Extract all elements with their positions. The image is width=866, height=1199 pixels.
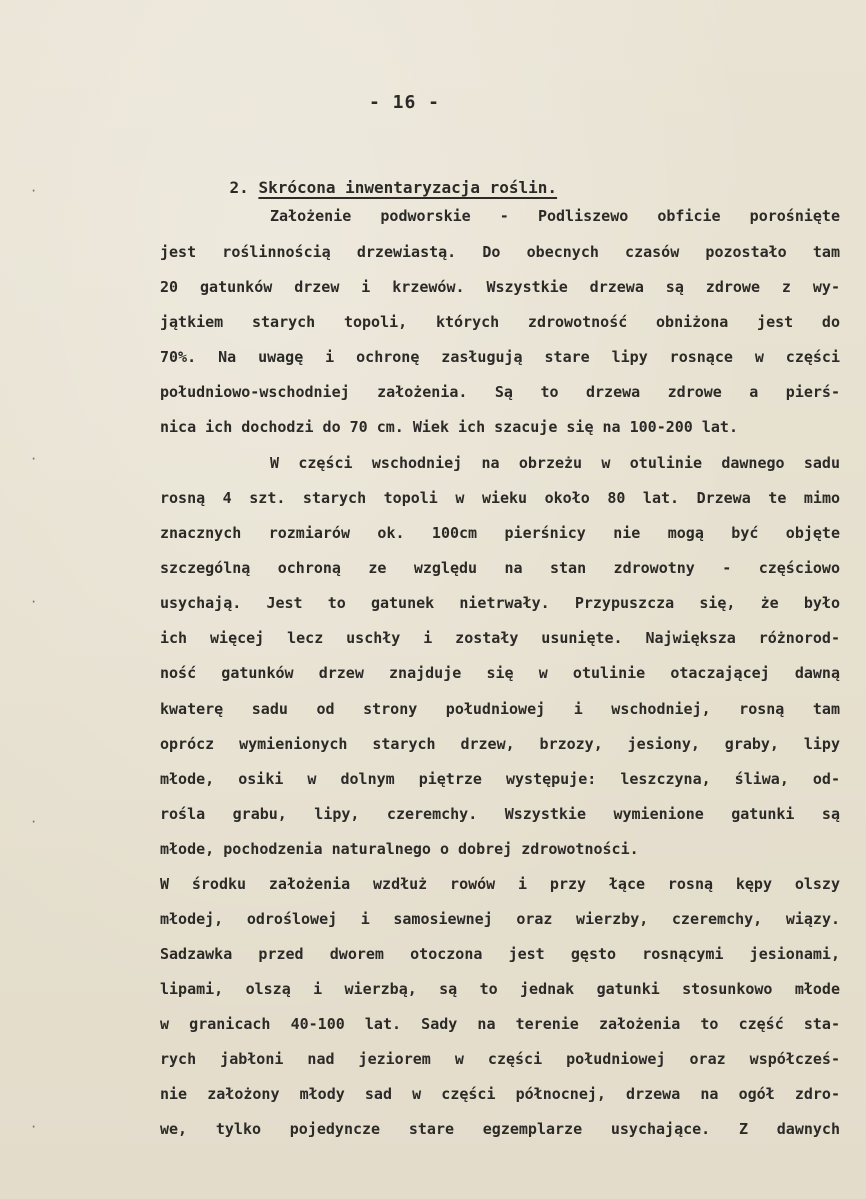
text-line: młode, pochodzenia naturalnego o dobrej zdrowotności. — [160, 840, 639, 858]
section-title: Skrócona inwentaryzacja roślin. — [258, 178, 558, 197]
paper-mark: · — [30, 184, 38, 198]
text-line: oprócz wymienionych starych drzew, brzozy, jesiony, graby, lipy — [160, 735, 840, 753]
text-line: W środku założenia wzdłuż rowów i przy łące rosną kępy olszy — [160, 875, 840, 893]
text-line: w granicach 40-100 lat. Sady na terenie założenia to część sta- — [160, 1015, 840, 1033]
text-line: znacznych rozmiarów ok. 100cm pierśnicy nie mogą być objęte — [160, 524, 840, 542]
text-line: rośla grabu, lipy, czeremchy. Wszystkie wymienione gatunki są — [160, 805, 840, 823]
text-line: ność gatunków drzew znajduje się w otulinie otaczającej dawną — [160, 664, 840, 682]
text-line: we, tylko pojedyncze stare egzemplarze usychające. Z dawnych — [160, 1120, 840, 1138]
text-line: południowo-wschodniej założenia. Są to drzewa zdrowe a pierś- — [160, 383, 840, 401]
text-line: lipami, olszą i wierzbą, są to jednak gatunki stosunkowo młode — [160, 980, 840, 998]
page-number: - 16 - — [369, 92, 441, 113]
text-line: W części wschodniej na obrzeżu w otulinie dawnego sadu — [270, 454, 840, 472]
paper-mark: · — [30, 452, 38, 466]
text-line: młodej, odroślowej i samosiewnej oraz wierzby, czeremchy, wiązy. — [160, 910, 840, 928]
text-line: usychają. Jest to gatunek nietrwały. Przypuszcza się, że było — [160, 594, 840, 612]
paper-mark: · — [30, 1120, 38, 1134]
text-line: rosną 4 szt. starych topoli w wieku około 80 lat. Drzewa te mimo — [160, 489, 840, 507]
text-line: ich więcej lecz uschły i zostały usunięte. Największa różnorod- — [160, 629, 840, 647]
text-line: kwaterę sadu od strony południowej i wschodniej, rosną tam — [160, 700, 840, 718]
text-line: Założenie podworskie - Podliszewo obficie porośnięte — [270, 207, 840, 225]
text-line: jątkiem starych topoli, których zdrowotność obniżona jest do — [160, 313, 840, 331]
text-line: szczególną ochroną ze względu na stan zdrowotny - częściowo — [160, 559, 840, 577]
text-line: Sadzawka przed dworem otoczona jest gęsto rosnącymi jesionami, — [160, 945, 840, 963]
text-line: młode, osiki w dolnym piętrze występuje: leszczyna, śliwa, od- — [160, 770, 840, 788]
text-line: 70%. Na uwagę i ochronę zasługują stare lipy rosnące w części — [160, 348, 840, 366]
paper-mark: · — [30, 815, 38, 829]
text-line: nie założony młody sad w części północnej, drzewa na ogół zdro- — [160, 1085, 840, 1103]
text-line: rych jabłoni nad jeziorem w części południowej oraz współcześ- — [160, 1050, 840, 1068]
section-number: 2. — [229, 178, 259, 197]
paper-mark: · — [30, 595, 38, 609]
text-line: jest roślinnością drzewiastą. Do obecnych czasów pozostało tam — [160, 243, 840, 261]
text-line: nica ich dochodzi do 70 cm. Wiek ich szacuje się na 100-200 lat. — [160, 418, 738, 436]
text-line: 20 gatunków drzew i krzewów. Wszystkie drzewa są zdrowe z wy- — [160, 278, 840, 296]
